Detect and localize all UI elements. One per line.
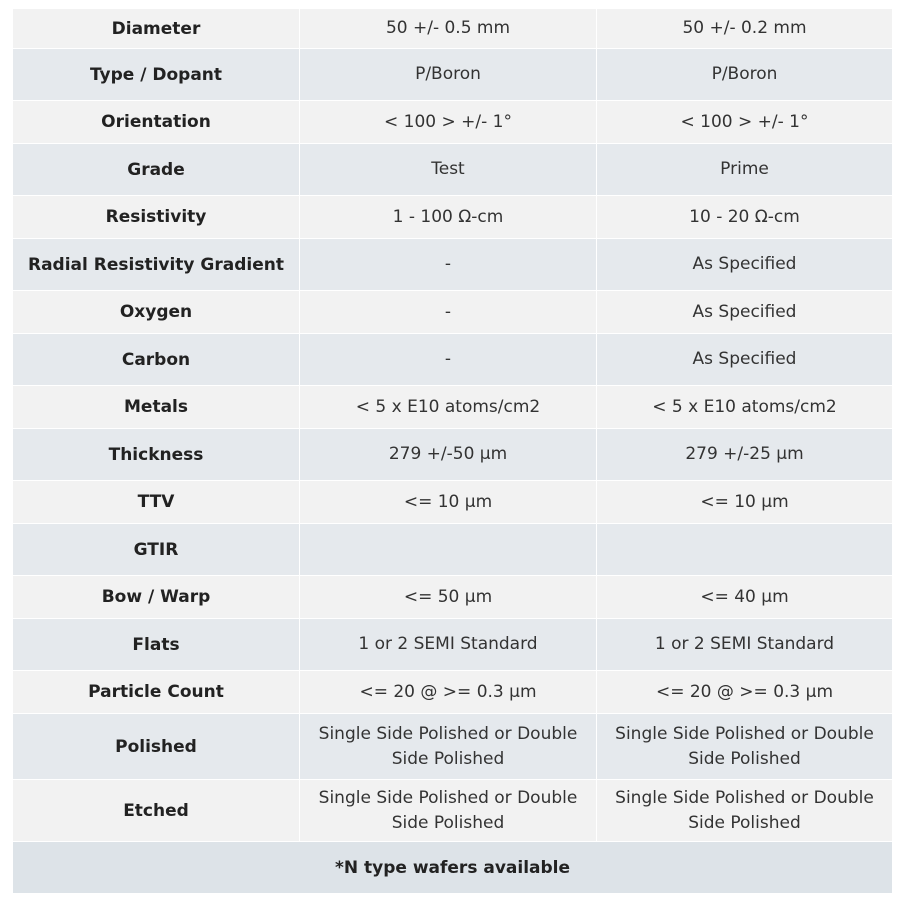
table-row-diameter xyxy=(13,9,893,49)
table-row-oxygen xyxy=(13,291,893,334)
prime-grade-value: 279 +/-25 µm xyxy=(597,429,893,481)
table-row-bow-warp xyxy=(13,576,893,619)
prime-grade-value: As Specified xyxy=(597,334,893,386)
prime-grade-value: <= 40 µm xyxy=(597,576,893,619)
test-grade-value: < 5 x E10 atoms/cm2 xyxy=(300,386,597,429)
prime-grade-value: 10 - 20 Ω-cm xyxy=(597,196,893,239)
row-label: Resistivity xyxy=(13,196,300,239)
row-label: Particle Count xyxy=(13,671,300,714)
prime-grade-value: <= 20 @ >= 0.3 µm xyxy=(597,671,893,714)
row-label: Grade xyxy=(13,144,300,196)
row-label: Bow / Warp xyxy=(13,576,300,619)
table-row-grade xyxy=(13,144,893,196)
table-row-gtir xyxy=(13,524,893,576)
row-label: Type / Dopant xyxy=(13,49,300,101)
test-grade-value: P/Boron xyxy=(300,49,597,101)
table-row-radial-resistivity-gradient xyxy=(13,239,893,291)
footer-note: *N type wafers available xyxy=(13,842,893,894)
table-row-etched xyxy=(13,780,893,842)
row-label: Thickness xyxy=(13,429,300,481)
row-label: Orientation xyxy=(13,101,300,144)
prime-grade-value xyxy=(597,524,893,576)
table-row-carbon xyxy=(13,334,893,386)
table-row-ttv xyxy=(13,481,893,524)
test-grade-value: - xyxy=(300,334,597,386)
row-label: TTV xyxy=(13,481,300,524)
row-label: Diameter xyxy=(13,9,300,49)
row-label: Polished xyxy=(13,714,300,780)
table-row-metals xyxy=(13,386,893,429)
table-footer-row xyxy=(13,842,893,894)
test-grade-value: 1 or 2 SEMI Standard xyxy=(300,619,597,671)
table-row-type-dopant xyxy=(13,49,893,101)
row-label: Flats xyxy=(13,619,300,671)
test-grade-value: <= 50 µm xyxy=(300,576,597,619)
spec-table-body xyxy=(13,9,893,894)
test-grade-value: 1 - 100 Ω-cm xyxy=(300,196,597,239)
spec-table-container xyxy=(12,8,892,894)
test-grade-value: <= 20 @ >= 0.3 µm xyxy=(300,671,597,714)
wafer-spec-table xyxy=(12,8,893,894)
table-row-particle-count xyxy=(13,671,893,714)
table-row-flats xyxy=(13,619,893,671)
test-grade-value: 50 +/- 0.5 mm xyxy=(300,9,597,49)
row-label: Radial Resistivity Gradient xyxy=(13,239,300,291)
prime-grade-value: 50 +/- 0.2 mm xyxy=(597,9,893,49)
test-grade-value xyxy=(300,524,597,576)
row-label: Oxygen xyxy=(13,291,300,334)
test-grade-value: < 100 > +/- 1° xyxy=(300,101,597,144)
test-grade-value: Test xyxy=(300,144,597,196)
row-label: GTIR xyxy=(13,524,300,576)
prime-grade-value: <= 10 µm xyxy=(597,481,893,524)
row-label: Etched xyxy=(13,780,300,842)
prime-grade-value: Single Side Polished or Double Side Polished xyxy=(597,780,893,842)
prime-grade-value: 1 or 2 SEMI Standard xyxy=(597,619,893,671)
table-row-polished xyxy=(13,714,893,780)
prime-grade-value: As Specified xyxy=(597,291,893,334)
test-grade-value: <= 10 µm xyxy=(300,481,597,524)
prime-grade-value: P/Boron xyxy=(597,49,893,101)
table-row-thickness xyxy=(13,429,893,481)
prime-grade-value: Prime xyxy=(597,144,893,196)
table-row-orientation xyxy=(13,101,893,144)
prime-grade-value: < 5 x E10 atoms/cm2 xyxy=(597,386,893,429)
prime-grade-value: < 100 > +/- 1° xyxy=(597,101,893,144)
test-grade-value: - xyxy=(300,239,597,291)
test-grade-value: 279 +/-50 µm xyxy=(300,429,597,481)
prime-grade-value: As Specified xyxy=(597,239,893,291)
test-grade-value: Single Side Polished or Double Side Polished xyxy=(300,780,597,842)
test-grade-value: - xyxy=(300,291,597,334)
row-label: Metals xyxy=(13,386,300,429)
table-row-resistivity xyxy=(13,196,893,239)
prime-grade-value: Single Side Polished or Double Side Polished xyxy=(597,714,893,780)
row-label: Carbon xyxy=(13,334,300,386)
test-grade-value: Single Side Polished or Double Side Polished xyxy=(300,714,597,780)
